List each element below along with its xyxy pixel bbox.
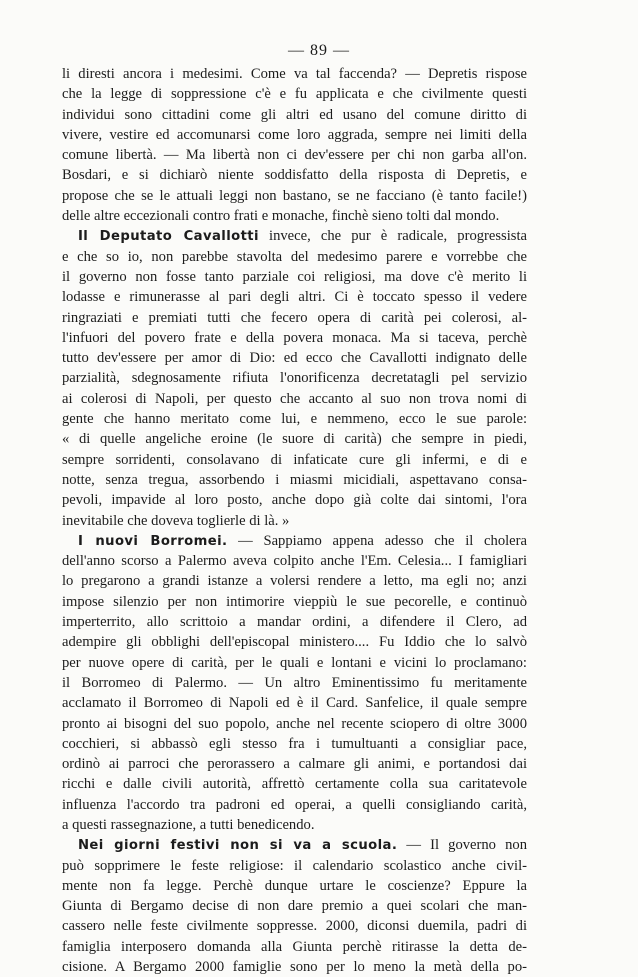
line-text: notte, senza tregua, assorbendo i miasmi micidiali, aspettavano consa- (62, 471, 527, 488)
text-line (62, 531, 527, 551)
line-text: acclamato il Borromeo di Napoli ed è il Card. Sanfelice, il quale sempre (62, 695, 527, 712)
text-line (62, 937, 527, 957)
line-text: pevoli, impavide al loro posto, anche dopo già colte dai sintomi, l'ora (62, 492, 527, 509)
text-line (62, 490, 527, 510)
line-text: ordinò ai parroci che perorassero a calmare gli animi, e portandosi dai (62, 756, 527, 773)
text-line (62, 754, 527, 774)
text-body (62, 64, 527, 977)
line-text: per nuove opere di carità, per le quali e lontani e vicini lo proclamano: (62, 654, 527, 671)
line-text: delle altre eccezionali contro frati e monache, finchè sieno tolti dal mondo. (62, 208, 500, 225)
text-line (62, 470, 527, 490)
text-line (62, 145, 527, 165)
line-text: che la legge di soppressione c'è e fu applicata e che civilmente questi (62, 86, 527, 103)
line-text: lo pregarono a grandi istanze a volersi rendere a letto, ma egli no; anzi (62, 573, 527, 590)
line-text: Giunta di Bergamo decise di non dare premio a quei scolari che man- (62, 898, 527, 915)
page-number: — 89 — (288, 42, 350, 59)
text-line (62, 795, 527, 815)
text-line (62, 429, 527, 449)
line-text: a questi rassegnazione, a tutti benedicendo. (62, 816, 315, 833)
line-text: ricchi e dalle civili autorità, affrettò certamente colla sua caritatevole (62, 776, 527, 793)
text-line (62, 876, 527, 896)
text-line (62, 186, 527, 206)
text-line (62, 308, 527, 328)
line-text: Bosdari, e si dichiarò niente soddisfatto della risposta di Depretis, e (62, 167, 527, 184)
text-line (62, 389, 527, 409)
line-text: li diresti ancora i medesimi. Come va tal faccenda? — Depretis rispose (62, 66, 527, 82)
line-text: cisione. A Bergamo 2000 famiglie sono per lo meno la metà della po- (62, 959, 527, 976)
line-text: ringraziati e premiati tutti che fecero opera di carità pei colerosi, al- (62, 309, 527, 326)
line-text: individui sono cittadini come gli altri ed usano del comune diritto di (62, 106, 527, 123)
text-line (62, 125, 527, 145)
text-line (62, 348, 527, 368)
text-line (62, 226, 527, 246)
text-line (62, 592, 527, 612)
line-text: gente che hanno meritato come lui, e nemmeno, ecco le sue parole: (62, 411, 527, 428)
line-text: famiglia interposero domanda alla Giunta perchè ritirasse la detta de- (62, 938, 527, 955)
line-text: l'infuori del povero frate e della povera monaca. Ma si taceva, perchè (62, 329, 527, 346)
text-line (62, 916, 527, 936)
line-text: parzialità, sdegnosamente rifiuta l'onorificenza decretatagli pel servizio (62, 370, 527, 387)
text-line (62, 247, 527, 267)
text-line (62, 856, 527, 876)
text-line (62, 734, 527, 754)
line-text: tutto dev'essere per amor di Dio: ed ecco che Cavallotti indignato delle (62, 350, 527, 367)
line-text: dell'anno scorso a Palermo aveva colpito anche l'Em. Celesia... I famigliari (62, 553, 527, 570)
line-text: pronto ai bisogni del suo popolo, anche nel recente sciopero di oltre 3000 (62, 715, 527, 732)
text-line (62, 632, 527, 652)
text-line (62, 287, 527, 307)
text-line (62, 612, 527, 632)
line-text: influenza l'accordo tra padroni ed operai, a quelli consigliando carità, (62, 796, 527, 813)
line-text: può sopprimere le feste religiose: il calendario scolastico anche civil- (62, 857, 527, 874)
line-text: « di quelle angeliche eroine (le suore di carità) che sempre in piedi, (62, 431, 527, 448)
line-text: vivere, vestire ed accomunarsi come loro aggrada, sempre nei limiti della (62, 126, 527, 143)
section-heading: Nei giorni festivi non si va a scuola. (78, 838, 398, 854)
line-text: mente non fa legge. Perchè dunque urtare le coscienze? Eppure la (62, 877, 527, 894)
line-text: sempre sorridenti, consolavano di infaticate cure gli infermi, e di e (62, 451, 527, 468)
line-text: — Sappiamo appena adesso che il cholera (227, 532, 527, 549)
text-line (62, 450, 527, 470)
text-line (62, 815, 527, 835)
section-heading: I nuovi Borromei. (78, 533, 228, 549)
line-text: — Il governo non (397, 837, 527, 854)
text-line (62, 551, 527, 571)
text-line (62, 896, 527, 916)
text-line (62, 267, 527, 287)
line-text: cassero nelle feste civilmente soppresse. 2000, diconsi duemila, padri di (62, 918, 527, 935)
text-line (62, 571, 527, 591)
line-text: il Borromeo di Palermo. — Un altro Eminentissimo fu meritamente (62, 674, 527, 691)
text-line (62, 835, 527, 855)
text-line (62, 409, 527, 429)
text-line (62, 693, 527, 713)
text-line (62, 673, 527, 693)
text-line (62, 653, 527, 673)
line-text: cocchieri, si abbassò egli stesso fra i tumultuanti a consigliar pace, (62, 735, 527, 752)
line-text: comune libertà. — Ma libertà non ci dev'essere per chi non garba all'on. (62, 147, 527, 164)
line-text: adempire gli obblighi dell'episcopal ministero.... Fu Iddio che lo salvò (62, 634, 527, 651)
line-text: imperterrito, allo scrittoio a mandar ordini, a difendere il Clero, ad (62, 614, 527, 631)
line-text: lodasse e rimunerasse al pari degli altri. Ci è toccato spesso il vedere (62, 289, 527, 306)
line-text: impose silenzio per non intimorire vieppiù le sue pecorelle, e continuò (62, 593, 527, 610)
text-line (62, 957, 527, 977)
line-text: invece, che pur è radicale, progressista (258, 228, 527, 245)
line-text: inevitabile che doveva toglierle di là. » (62, 512, 290, 529)
text-line (62, 84, 527, 104)
text-line (62, 206, 527, 226)
text-line (62, 64, 527, 84)
line-text: propose che se le attuali leggi non bastano, se ne facciano (è tanto facile!) (62, 187, 527, 204)
text-line (62, 105, 527, 125)
section-heading: Il Deputato Cavallotti (78, 229, 259, 245)
text-line (62, 368, 527, 388)
text-line (62, 511, 527, 531)
line-text: il governo non fosse tanto parziale coi religiosi, ma dove c'è merito li (62, 268, 527, 285)
text-line (62, 714, 527, 734)
line-text: ai colerosi di Napoli, per questo che accanto al suo non trova nomi di (62, 390, 527, 407)
line-text: e che so io, non parebbe stavolta del medesimo parere e vorrebbe che (62, 248, 527, 265)
text-line (62, 328, 527, 348)
text-line (62, 165, 527, 185)
text-line (62, 774, 527, 794)
